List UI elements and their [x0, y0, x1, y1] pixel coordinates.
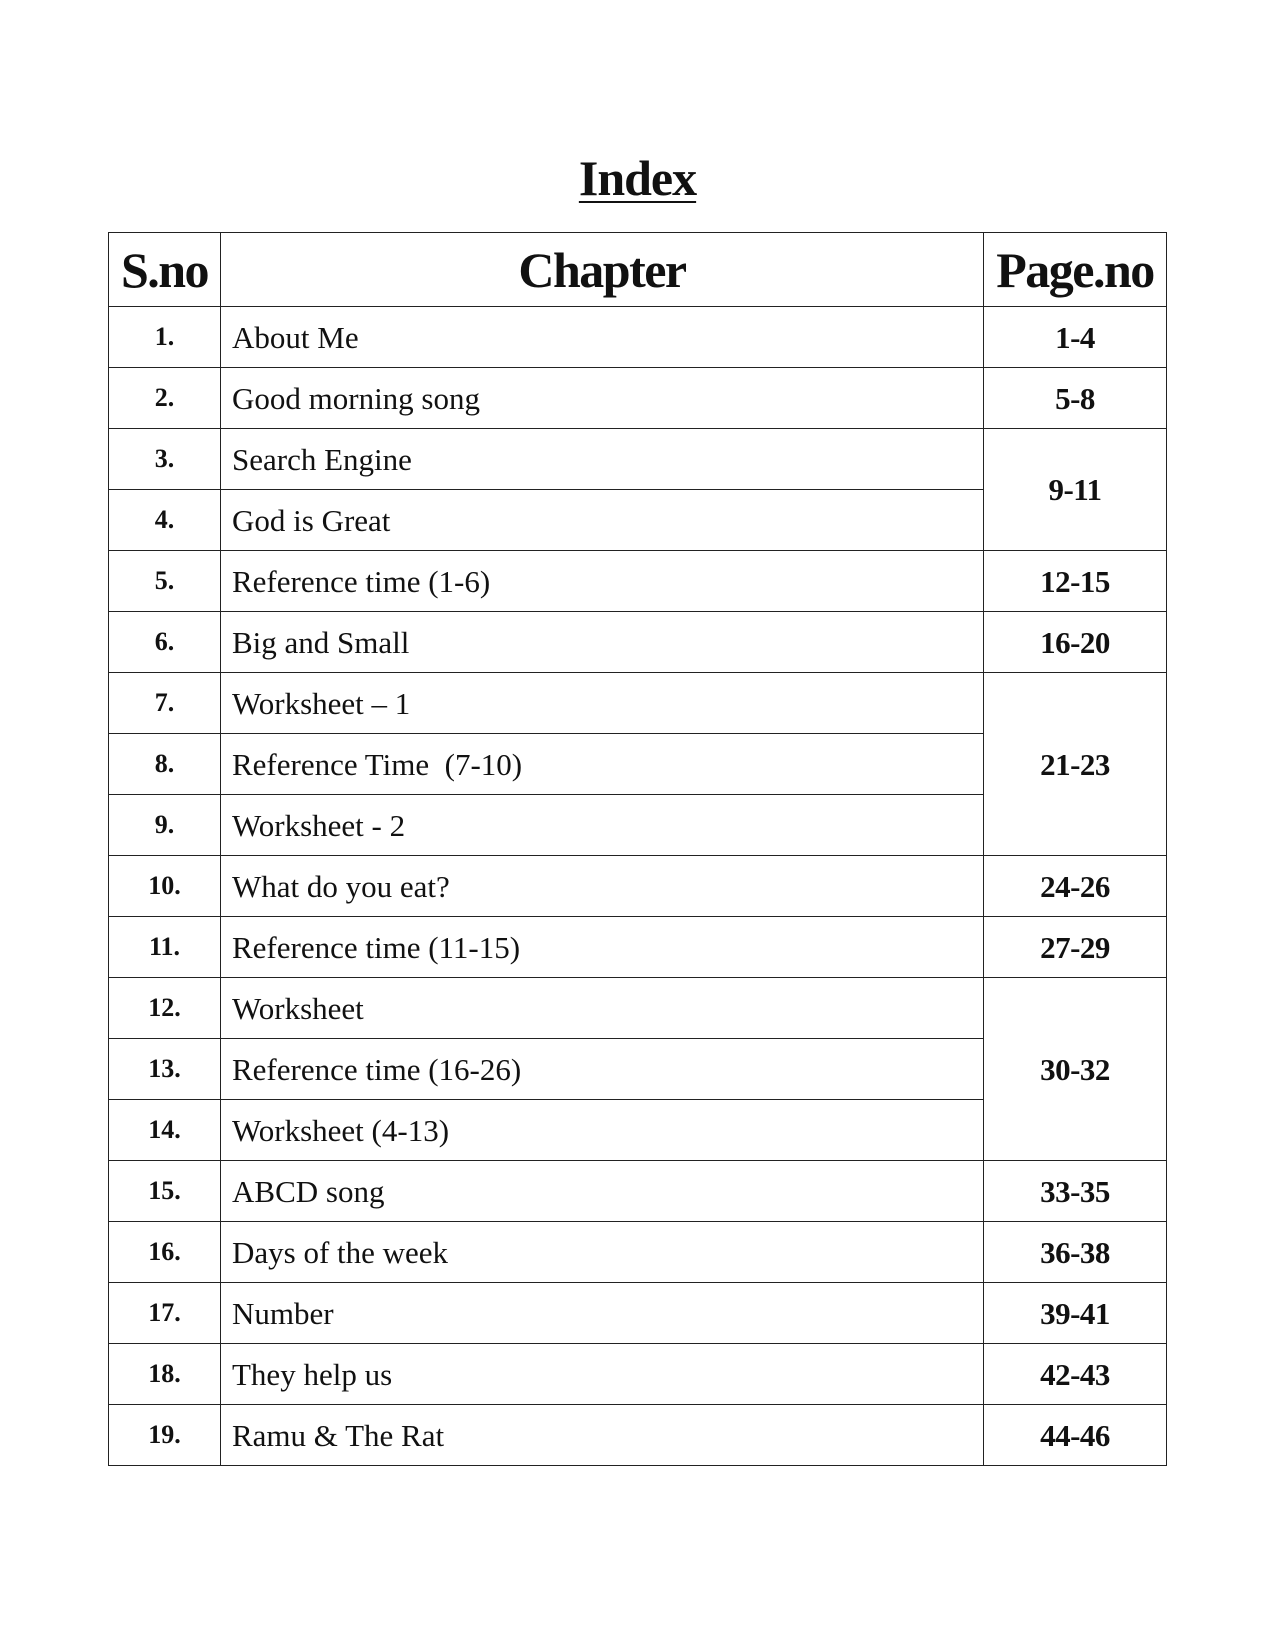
chapter-cell: They help us — [221, 1344, 984, 1405]
chapter-cell: Reference time (11-15) — [221, 917, 984, 978]
chapter-cell: Number — [221, 1283, 984, 1344]
sno-cell: 6. — [109, 612, 221, 673]
header-sno: S.no — [109, 233, 221, 307]
sno-cell: 2. — [109, 368, 221, 429]
table-row — [109, 1161, 1167, 1222]
chapter-cell: Worksheet (4-13) — [221, 1100, 984, 1161]
chapter-cell: Reference Time (7-10) — [221, 734, 984, 795]
table-row — [109, 612, 1167, 673]
chapter-cell: Days of the week — [221, 1222, 984, 1283]
chapter-cell: Reference time (16-26) — [221, 1039, 984, 1100]
chapter-cell: Worksheet – 1 — [221, 673, 984, 734]
page-title — [0, 148, 1275, 208]
page-cell: 5-8 — [984, 368, 1167, 429]
chapter-cell: Good morning song — [221, 368, 984, 429]
page-cell: 30-32 — [984, 978, 1167, 1161]
page-cell: 44-46 — [984, 1405, 1167, 1466]
chapter-cell: Ramu & The Rat — [221, 1405, 984, 1466]
sno-cell: 3. — [109, 429, 221, 490]
page-cell: 1-4 — [984, 307, 1167, 368]
chapter-cell: Worksheet — [221, 978, 984, 1039]
sno-cell: 8. — [109, 734, 221, 795]
sno-cell: 7. — [109, 673, 221, 734]
sno-cell: 18. — [109, 1344, 221, 1405]
header-page: Page.no — [984, 233, 1167, 307]
table-row — [109, 551, 1167, 612]
table-row — [109, 1222, 1167, 1283]
page-cell: 24-26 — [984, 856, 1167, 917]
sno-cell: 13. — [109, 1039, 221, 1100]
table-row — [109, 673, 1167, 734]
page-cell: 36-38 — [984, 1222, 1167, 1283]
table-row — [109, 368, 1167, 429]
sno-cell: 9. — [109, 795, 221, 856]
sno-cell: 5. — [109, 551, 221, 612]
sno-cell: 10. — [109, 856, 221, 917]
table-row — [109, 307, 1167, 368]
chapter-cell: Search Engine — [221, 429, 984, 490]
table-row — [109, 1344, 1167, 1405]
chapter-cell: ABCD song — [221, 1161, 984, 1222]
table-row — [109, 1283, 1167, 1344]
chapter-cell: Big and Small — [221, 612, 984, 673]
chapter-cell: God is Great — [221, 490, 984, 551]
header-chapter: Chapter — [221, 233, 984, 307]
page-cell: 33-35 — [984, 1161, 1167, 1222]
page-cell: 42-43 — [984, 1344, 1167, 1405]
table-header-row — [109, 233, 1167, 307]
sno-cell: 11. — [109, 917, 221, 978]
sno-cell: 19. — [109, 1405, 221, 1466]
table-row — [109, 856, 1167, 917]
page-cell: 9-11 — [984, 429, 1167, 551]
chapter-cell: Reference time (1-6) — [221, 551, 984, 612]
page-cell: 16-20 — [984, 612, 1167, 673]
table-row — [109, 978, 1167, 1039]
page-title-text: Index — [578, 150, 697, 206]
table-row — [109, 1405, 1167, 1466]
page-cell: 21-23 — [984, 673, 1167, 856]
sno-cell: 17. — [109, 1283, 221, 1344]
table-row — [109, 917, 1167, 978]
chapter-cell: About Me — [221, 307, 984, 368]
sno-cell: 16. — [109, 1222, 221, 1283]
page-cell: 27-29 — [984, 917, 1167, 978]
page-cell: 39-41 — [984, 1283, 1167, 1344]
sno-cell: 1. — [109, 307, 221, 368]
sno-cell: 15. — [109, 1161, 221, 1222]
page-cell: 12-15 — [984, 551, 1167, 612]
table-row — [109, 429, 1167, 490]
chapter-cell: Worksheet - 2 — [221, 795, 984, 856]
sno-cell: 14. — [109, 1100, 221, 1161]
sno-cell: 4. — [109, 490, 221, 551]
index-table — [108, 232, 1167, 1466]
chapter-cell: What do you eat? — [221, 856, 984, 917]
sno-cell: 12. — [109, 978, 221, 1039]
